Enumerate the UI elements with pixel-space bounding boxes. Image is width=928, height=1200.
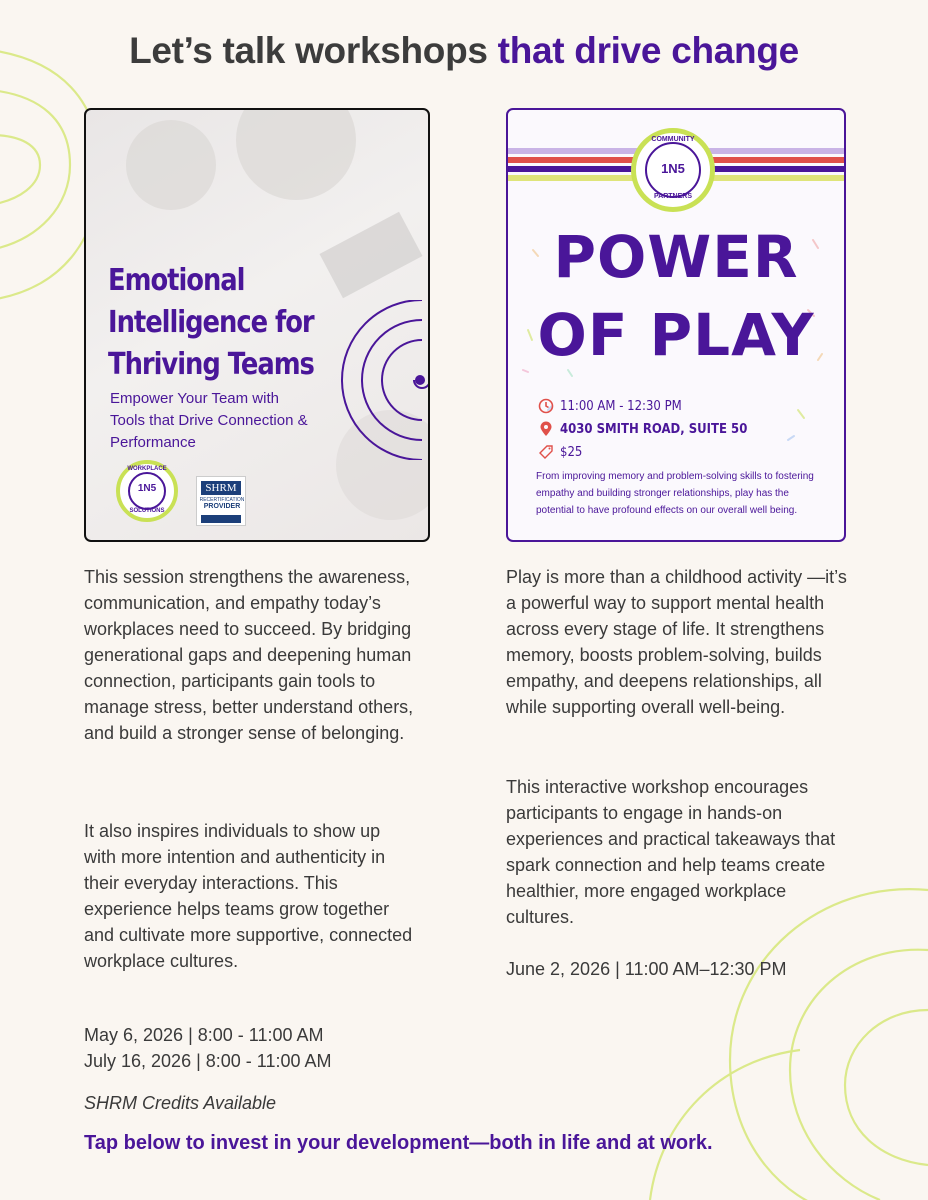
right-paragraph-2: This interactive workshop encourages participants to engage in hands-on experiences and practical takeaways that spark connection and help teams create healthier, more engaged workplace cultures.	[506, 777, 836, 927]
right-date[interactable]: June 2, 2026 | 11:00 AM–12:30 PM	[506, 959, 787, 979]
event-time: 11:00 AM - 12:30 PM	[560, 398, 682, 414]
shrm-footer-bar	[201, 515, 241, 523]
event-price: $25	[560, 444, 583, 460]
badge-center-text: 1N5	[137, 483, 157, 494]
emotional-intelligence-card[interactable]	[84, 108, 430, 542]
page-headline	[0, 30, 928, 72]
power-of-play-title: POWER OF PLAY	[537, 223, 815, 369]
badge-bottom-text: SOLUTIONS	[129, 508, 165, 514]
left-paragraph-1: This session strengthens the awareness, communication, and empathy today’s workplaces need to succeed. By bridging generational gaps and deepening human connection, participants gain tools to manage stress, better understand others, and build a stronger sense of belonging.	[84, 567, 414, 743]
power-of-play-card[interactable]	[506, 108, 846, 542]
shrm-credits-note: SHRM Credits Available	[84, 1093, 277, 1113]
workshop-title: Emotional Intelligence for Thriving Teams	[108, 263, 314, 382]
workshop-subtitle: Empower Your Team with Tools that Drive Connection & Performance	[110, 390, 308, 451]
left-date-1[interactable]: May 6, 2026 | 8:00 - 11:00 AM	[84, 1025, 324, 1045]
photo-background-2	[126, 120, 216, 210]
workplace-solutions-badge	[116, 460, 178, 522]
shrm-logo: SHRM	[201, 481, 241, 495]
photo-background	[236, 108, 356, 200]
call-to-action[interactable]: Tap below to invest in your development—both in life and at work.	[84, 1132, 713, 1154]
badge-top-text: WORKPLACE	[127, 466, 167, 472]
target-rings-icon	[336, 300, 430, 460]
badge-bottom-text: PARTNERS	[654, 193, 692, 200]
shrm-line2: PROVIDER	[203, 503, 241, 510]
headline-prefix: Let’s talk workshops	[129, 30, 498, 71]
clock-icon	[538, 398, 554, 414]
left-paragraph-2: It also inspires individuals to show up with more intention and authenticity in their everyday interactions. This experience helps teams grow together and cultivate more supportive, connected workplace cultures.	[84, 821, 413, 971]
event-price-row	[538, 444, 582, 460]
price-tag-icon	[538, 444, 554, 460]
event-address-row	[538, 421, 747, 437]
community-partners-badge	[631, 128, 715, 212]
shrm-line1: RECERTIFICATION	[199, 497, 245, 503]
left-date-2[interactable]: July 16, 2026 | 8:00 - 11:00 AM	[84, 1051, 332, 1071]
badge-center-text: 1N5	[661, 161, 685, 176]
headline-accent: that drive change	[497, 30, 799, 71]
right-paragraph-1: Play is more than a childhood activity —it’s a powerful way to support mental health across every stage of life. It strengthens memory, boosts problem-solving, builds empathy, and deepens relationships, all while supporting overall well-being.	[506, 567, 847, 717]
event-time-row	[538, 398, 682, 414]
shrm-provider-badge	[196, 476, 246, 526]
power-of-play-description: From improving memory and problem-solving skills to fostering empathy and building stronger relationships, play has the potential to have profound effects on our overall well being.	[536, 471, 814, 516]
map-pin-icon	[538, 421, 554, 437]
laptop-shape	[320, 212, 423, 298]
event-address: 4030 SMITH ROAD, SUITE 50	[560, 421, 748, 437]
badge-top-text: COMMUNITY	[651, 136, 695, 143]
